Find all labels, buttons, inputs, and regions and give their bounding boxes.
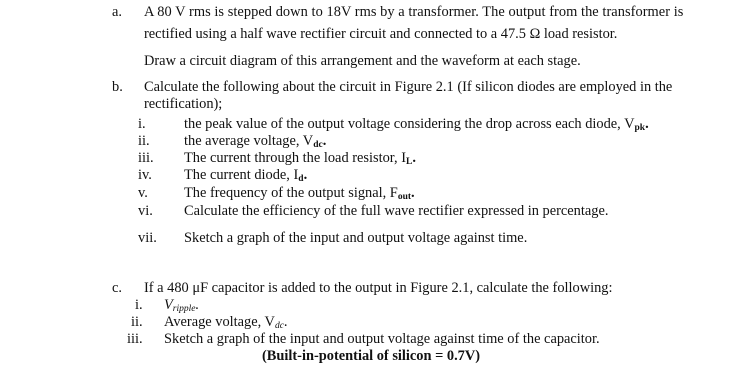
part-b-item-7: Sketch a graph of the input and output voltage against time. — [184, 230, 528, 246]
part-a-label: a. — [112, 4, 122, 20]
part-b-item-5-number: v. — [138, 185, 148, 201]
part-b-item-4-number: iv. — [138, 167, 152, 183]
part-c-item-2-number: ii. — [131, 314, 143, 330]
part-b-item-3: The current through the load resistor, $I_L$. — [184, 150, 416, 167]
part-b-label: b. — [112, 79, 123, 95]
part-b-item-1-number: i. — [138, 116, 146, 132]
part-a-line-2: rectified using a half wave rectifier circuit and connected to a 47.5 Ω load resistor. — [144, 26, 618, 42]
part-b-item-6: Calculate the efficiency of the full wave rectifier expressed in percentage. — [184, 203, 609, 219]
part-b-item-2-number: ii. — [138, 133, 150, 149]
part-b-item-6-number: vi. — [138, 203, 153, 219]
part-a-line-3: Draw a circuit diagram of this arrangement and the waveform at each stage. — [144, 53, 581, 69]
part-c-item-3: Sketch a graph of the input and output voltage against time of the capacitor. — [164, 331, 600, 347]
part-b-item-4: The current diode, $I_d$. — [184, 167, 308, 184]
part-c-item-3-number: iii. — [127, 331, 143, 347]
part-b-item-3-number: iii. — [138, 150, 154, 166]
part-c-label: c. — [112, 280, 122, 296]
part-c-intro: If a 480 μF capacitor is added to the output in Figure 2.1, calculate the following: — [144, 280, 613, 296]
part-b-item-7-number: vii. — [138, 230, 157, 246]
part-c-item-1: Vripple. — [164, 297, 200, 314]
part-b-item-1: the peak value of the output voltage considering the drop across each diode, $V_{pk}$. — [184, 116, 649, 133]
part-a-line-1: A 80 V rms is stepped down to 18V rms by a transformer. The output from the transformer is — [144, 4, 684, 20]
part-b-line-1: Calculate the following about the circuit in Figure 2.1 (If silicon diodes are employed in the — [144, 79, 673, 95]
part-c-item-1-number: i. — [135, 297, 143, 313]
part-b-item-2: the average voltage, $V_{dc}$. — [184, 133, 327, 150]
silicon-potential-note: (Built-in-potential of silicon = 0.7V) — [262, 348, 481, 364]
part-b-item-5: The frequency of the output signal, $F_{out}$. — [184, 185, 415, 202]
part-b-line-2: rectification); — [144, 96, 223, 112]
part-c-item-2: Average voltage, Vdc. — [164, 314, 288, 331]
